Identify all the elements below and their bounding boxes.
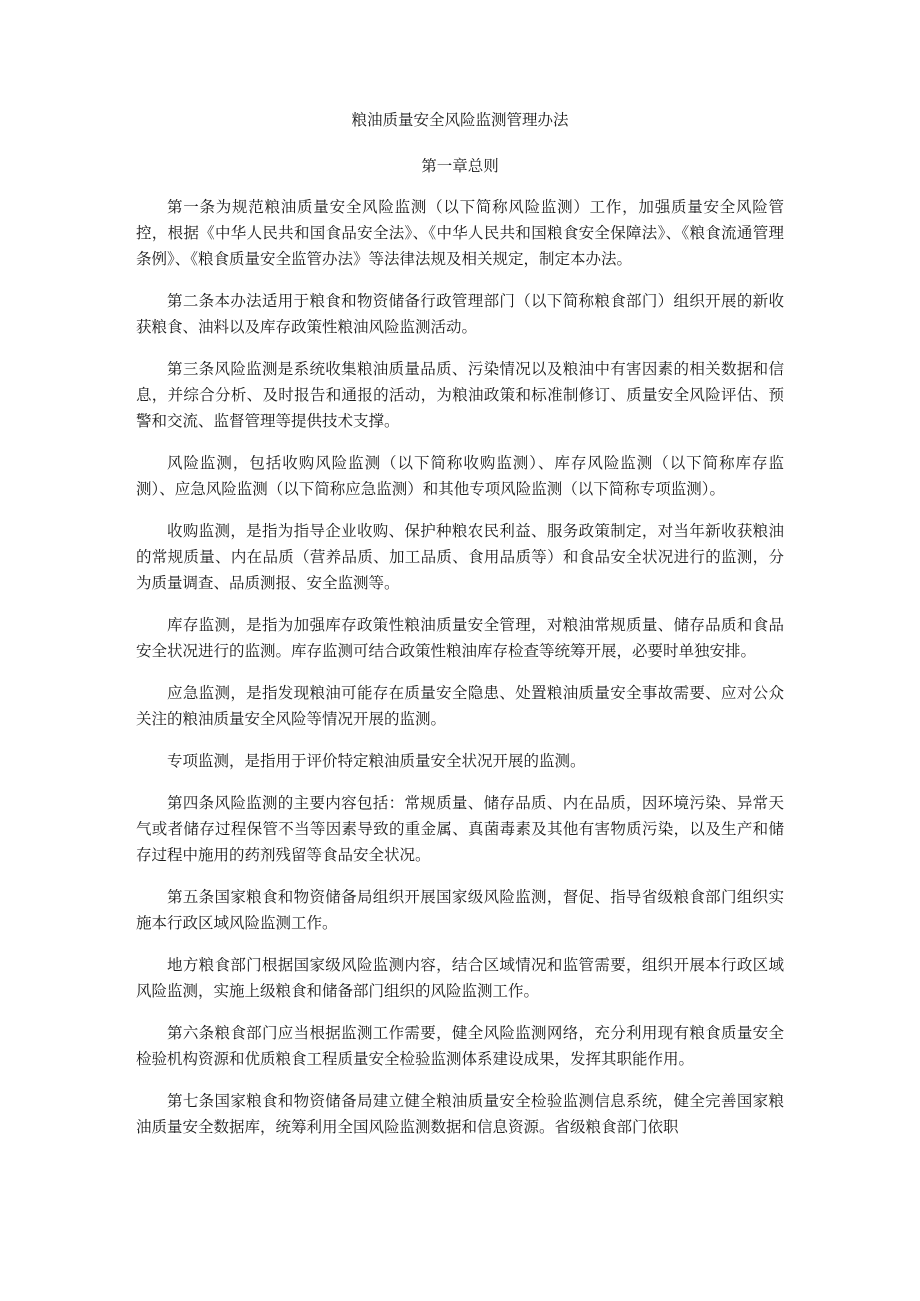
paragraph-inventory-monitoring: 库存监测，是指为加强库存政策性粮油质量安全管理，对粮油常规质量、储存品质和食品安全状况进行的监测。库存监测可结合政策性粮油库存检查等统筹开展，必要时单独安排。 xyxy=(136,616,784,660)
paragraph-purchase-monitoring: 收购监测，是指为指导企业收购、保护种粮农民利益、服务政策制定，对当年新收获粮油的常规质量、内在品质（营养品质、加工品质、食用品质等）和食品安全状况进行的监测，分为质量调查、品质测报、安全监测等。 xyxy=(136,522,784,592)
paragraph-article-1: 第一条为规范粮油质量安全风险监测（以下简称风险监测）工作，加强质量安全风险管控，根据《中华人民共和国食品安全法》、《中华人民共和国粮食安全保障法》、《粮食流通管理条例》、《粮食质量安全监管办法》等法律法规及相关规定，制定本办法。 xyxy=(136,198,784,268)
paragraph-article-4: 第四条风险监测的主要内容包括：常规质量、储存品质、内在品质，因环境污染、异常天气或者储存过程保管不当等因素导致的重金属、真菌毒素及其他有害物质污染，以及生产和储存过程中施用的药剂残留等食品安全状况。 xyxy=(136,794,784,864)
paragraph-emergency-monitoring: 应急监测，是指发现粮油可能存在质量安全隐患、处置粮油质量安全事故需要、应对公众关注的粮油质量安全风险等情况开展的监测。 xyxy=(136,684,784,728)
document-page xyxy=(136,108,784,1156)
paragraph-special-monitoring: 专项监测，是指用于评价特定粮油质量安全状况开展的监测。 xyxy=(167,752,586,770)
document-title: 粮油质量安全风险监测管理办法 xyxy=(351,111,569,129)
chapter-title: 第一章总则 xyxy=(421,157,499,175)
paragraph-article-2: 第二条本办法适用于粮食和物资储备行政管理部门（以下简称粮食部门）组织开展的新收获粮食、油料以及库存政策性粮油风险监测活动。 xyxy=(136,292,784,336)
paragraph-article-6: 第六条粮食部门应当根据监测工作需要，健全风险监测网络，充分利用现有粮食质量安全检验机构资源和优质粮食工程质量安全检验监测体系建设成果，发挥其职能作用。 xyxy=(136,1024,784,1068)
paragraph-article-3: 第三条风险监测是系统收集粮油质量品质、污染情况以及粮油中有害因素的相关数据和信息，并综合分析、及时报告和通报的活动，为粮油政策和标准制修订、质量安全风险评估、预警和交流、监督管理等提供技术支撑。 xyxy=(136,360,784,430)
paragraph-risk-monitoring-types: 风险监测，包括收购风险监测（以下简称收购监测）、库存风险监测（以下简称库存监测）、应急风险监测（以下简称应急监测）和其他专项风险监测（以下简称专项监测）。 xyxy=(136,454,784,498)
paragraph-article-5: 第五条国家粮食和物资储备局组织开展国家级风险监测，督促、指导省级粮食部门组织实施本行政区域风险监测工作。 xyxy=(136,888,784,932)
paragraph-local-departments: 地方粮食部门根据国家级风险监测内容，结合区域情况和监管需要，组织开展本行政区域风险监测，实施上级粮食和储备部门组织的风险监测工作。 xyxy=(136,956,784,1000)
paragraph-article-7: 第七条国家粮食和物资储备局建立健全粮油质量安全检验监测信息系统，健全完善国家粮油质量安全数据库，统筹利用全国风险监测数据和信息资源。省级粮食部门依职 xyxy=(136,1092,784,1136)
